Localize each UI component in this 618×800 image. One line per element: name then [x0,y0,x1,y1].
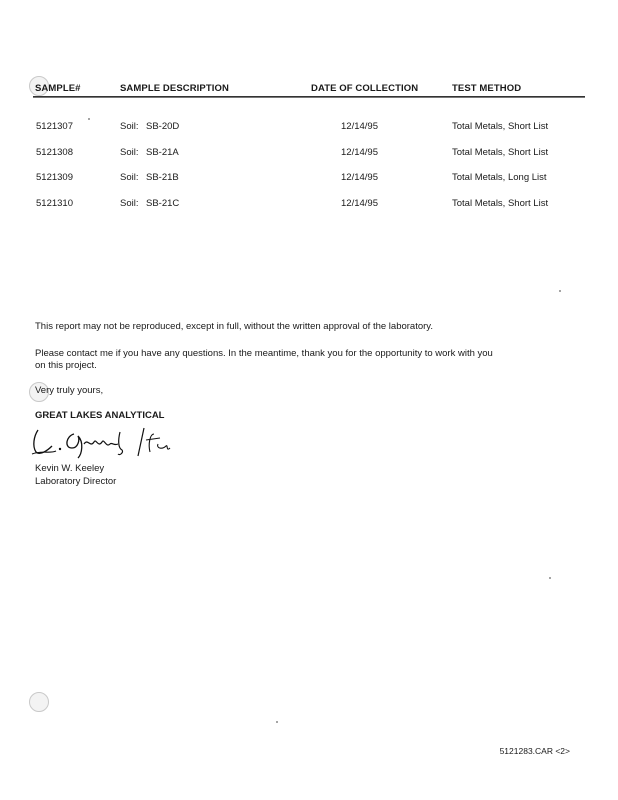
sample-number: 5121310 [36,198,73,209]
closing: Very truly yours, [35,385,104,396]
contact-line-2: on this project. [35,360,97,371]
scan-speck [276,721,278,723]
test-method: Total Metals, Short List [452,198,549,209]
collection-date: 12/14/95 [341,147,378,158]
sample-matrix: Soil: [120,172,139,183]
punch-hole-bottom [29,692,49,712]
sample-number: 5121307 [36,121,73,132]
signer-name: Kevin W. Keeley [35,463,105,474]
test-method: Total Metals, Short List [452,147,549,158]
signer-title: Laboratory Director [35,476,117,487]
test-method: Total Metals, Long List [452,172,547,183]
header-test-method: TEST METHOD [452,83,522,94]
header-sample-description: SAMPLE DESCRIPTION [120,83,229,94]
sample-id: SB-21A [146,147,179,158]
sample-id: SB-20D [146,121,180,132]
company-name: GREAT LAKES ANALYTICAL [35,410,165,421]
reproduction-notice: This report may not be reproduced, except in full, without the written approval of the laboratory. [35,321,433,332]
table-row [0,172,618,186]
sample-matrix: Soil: [120,147,139,158]
header-rule-shadow [33,97,585,98]
header-sample-no: SAMPLE# [35,83,81,94]
scan-speck [88,118,90,120]
test-method: Total Metals, Short List [452,121,549,132]
scan-speck [549,577,551,579]
scan-speck [559,290,561,292]
collection-date: 12/14/95 [341,172,378,183]
sample-matrix: Soil: [120,121,139,132]
header-date-of-collection: DATE OF COLLECTION [311,83,419,94]
sample-matrix: Soil: [120,198,139,209]
signature [28,424,178,460]
collection-date: 12/14/95 [341,198,378,209]
sample-number: 5121309 [36,172,73,183]
table-row [0,198,618,212]
table-row [0,147,618,161]
contact-line-1: Please contact me if you have any questions. In the meantime, thank you for the opportunity to work with you [35,348,493,359]
file-reference: 5121283.CAR <2> [499,746,570,756]
sample-number: 5121308 [36,147,73,158]
table-row [0,121,618,135]
collection-date: 12/14/95 [341,121,378,132]
sample-id: SB-21B [146,172,179,183]
sample-id: SB-21C [146,198,180,209]
